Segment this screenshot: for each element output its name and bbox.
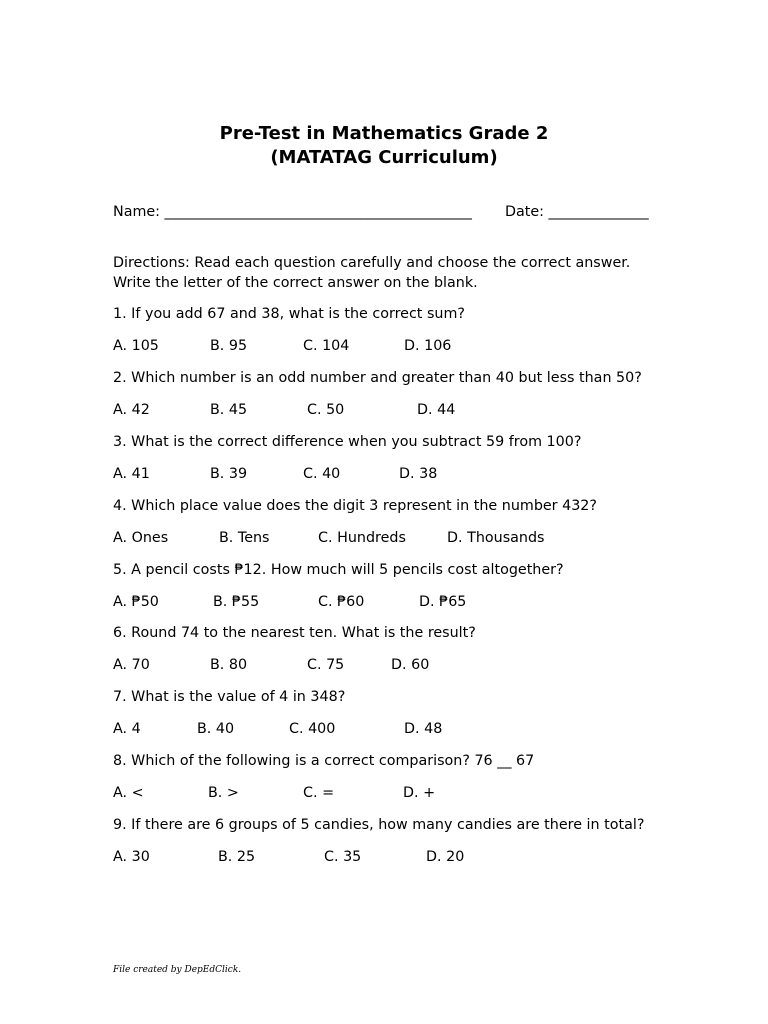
question-1-option-d: D. 106 <box>404 338 452 354</box>
question-4-option-d: D. Thousands <box>447 530 545 546</box>
question-5-option-b: B. ₱55 <box>213 594 260 610</box>
question-5-option-d: D. ₱65 <box>419 594 467 610</box>
question-7-option-a: A. 4 <box>113 721 141 737</box>
name-field: Name: ___________________________________________ <box>113 204 472 220</box>
question-8-option-d: D. + <box>403 785 436 801</box>
question-7-option-c: C. 400 <box>289 721 336 737</box>
question-6-option-d: D. 60 <box>391 657 430 673</box>
question-5-option-c: C. ₱60 <box>318 594 365 610</box>
question-2-option-c: C. 50 <box>307 402 345 418</box>
question-5-text: 5. A pencil costs ₱12. How much will 5 pencils cost altogether? <box>113 562 564 578</box>
question-7-option-b: B. 40 <box>197 721 235 737</box>
question-3-option-d: D. 38 <box>399 466 438 482</box>
question-4-option-b: B. Tens <box>219 530 270 546</box>
question-3-option-a: A. 41 <box>113 466 150 482</box>
question-5-option-a: A. ₱50 <box>113 594 159 610</box>
question-8-option-a: A. < <box>113 785 144 801</box>
question-9-option-d: D. 20 <box>426 849 465 865</box>
question-9-text: 9. If there are 6 groups of 5 candies, how many candies are there in total? <box>113 817 645 833</box>
question-6-option-b: B. 80 <box>210 657 248 673</box>
question-1-option-a: A. 105 <box>113 338 159 354</box>
question-9-option-a: A. 30 <box>113 849 150 865</box>
question-6-text: 6. Round 74 to the nearest ten. What is the result? <box>113 625 476 641</box>
footer-credit: File created by DepEdClick. <box>113 965 242 975</box>
question-7-text: 7. What is the value of 4 in 348? <box>113 689 346 705</box>
question-3-text: 3. What is the correct difference when you subtract 59 from 100? <box>113 434 582 450</box>
question-8-option-c: C. = <box>303 785 335 801</box>
question-6-option-a: A. 70 <box>113 657 150 673</box>
question-3-option-b: B. 39 <box>210 466 248 482</box>
page-title: Pre-Test in Mathematics Grade 2 <box>219 123 549 144</box>
question-2-text: 2. Which number is an odd number and greater than 40 but less than 50? <box>113 370 642 386</box>
question-2-option-d: D. 44 <box>417 402 456 418</box>
date-field: Date: ______________ <box>505 204 649 220</box>
question-8-option-b: B. > <box>208 785 239 801</box>
directions-line-2: Write the letter of the correct answer on the blank. <box>113 275 478 291</box>
question-1-text: 1. If you add 67 and 38, what is the correct sum? <box>113 306 465 322</box>
question-2-option-a: A. 42 <box>113 402 150 418</box>
question-3-option-c: C. 40 <box>303 466 341 482</box>
question-6-option-c: C. 75 <box>307 657 345 673</box>
question-4-option-c: C. Hundreds <box>318 530 406 546</box>
question-1-option-c: C. 104 <box>303 338 350 354</box>
question-2-option-b: B. 45 <box>210 402 248 418</box>
question-4-text: 4. Which place value does the digit 3 represent in the number 432? <box>113 498 597 514</box>
question-4-option-a: A. Ones <box>113 530 169 546</box>
page-subtitle: (MATATAG Curriculum) <box>270 147 498 168</box>
question-1-option-b: B. 95 <box>210 338 248 354</box>
question-9-option-b: B. 25 <box>218 849 256 865</box>
question-7-option-d: D. 48 <box>404 721 443 737</box>
question-8-text: 8. Which of the following is a correct comparison? 76 __ 67 <box>113 753 535 769</box>
directions-line-1: Directions: Read each question carefully and choose the correct answer. <box>113 255 631 271</box>
question-9-option-c: C. 35 <box>324 849 362 865</box>
